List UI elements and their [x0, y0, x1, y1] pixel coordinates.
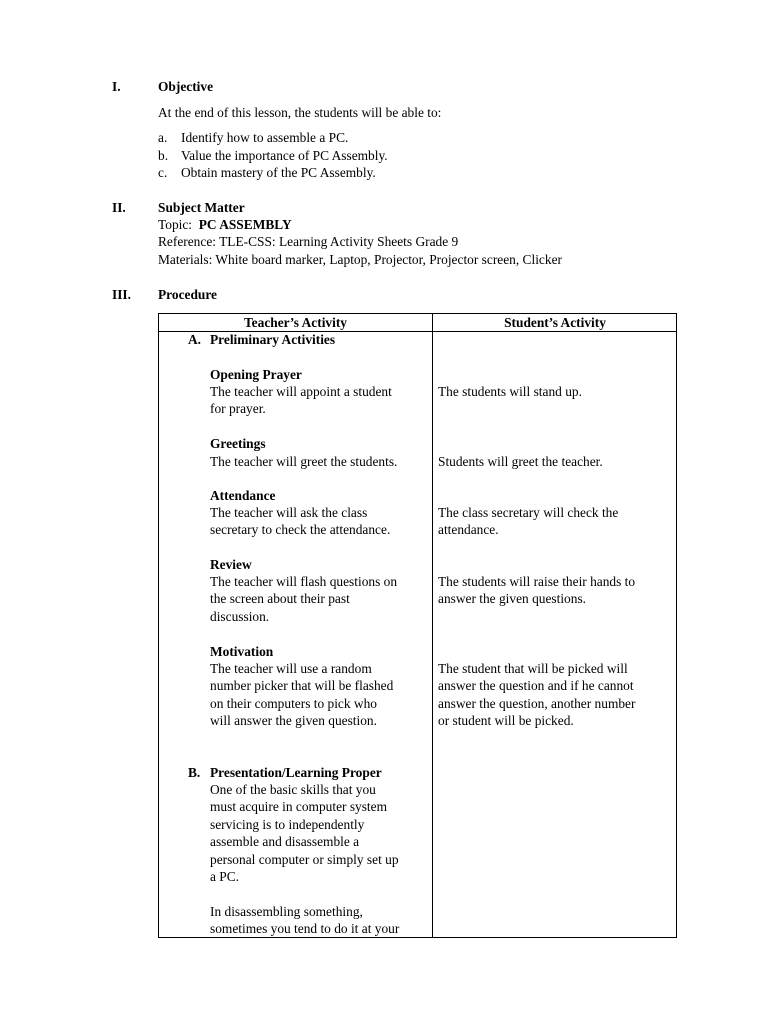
- procedure-heading: Procedure: [158, 287, 218, 302]
- teacher-activity-header: Teacher’s Activity: [243, 315, 347, 330]
- objective-item-letter: a.: [158, 130, 168, 145]
- section-b-title: Presentation/Learning Proper: [210, 765, 382, 780]
- topic-line: [158, 216, 292, 233]
- opening-prayer-student: The students will stand up.: [438, 384, 582, 399]
- section-a-letter: A.: [188, 332, 202, 347]
- objective-item-text: Obtain mastery of the PC Assembly.: [181, 165, 376, 180]
- review-title: Review: [210, 557, 252, 572]
- procedure-number: III.: [112, 287, 131, 302]
- column-divider: [432, 314, 433, 937]
- greetings-student: Students will greet the teacher.: [438, 454, 603, 469]
- objective-intro: At the end of this lesson, the students will be able to:: [158, 105, 442, 120]
- objective-heading: Objective: [158, 79, 214, 94]
- topic-label: Topic:: [158, 217, 193, 232]
- objective-number: I.: [112, 79, 121, 94]
- review-teacher: The teacher will flash questions on the screen about their past discussion.: [210, 574, 398, 624]
- motivation-teacher: The teacher will use a random number picker that will be flashed on their computers to pick who will answer the given question.: [210, 661, 394, 729]
- opening-prayer-title: Opening Prayer: [210, 367, 302, 382]
- greetings-teacher: The teacher will greet the students.: [210, 454, 398, 469]
- greetings-title: Greetings: [210, 436, 266, 451]
- materials-line: Materials: White board marker, Laptop, Projector, Projector screen, Clicker: [158, 252, 562, 267]
- objective-item-letter: c.: [158, 165, 168, 180]
- reference-line: Reference: TLE-CSS: Learning Activity Sheets Grade 9: [158, 234, 459, 249]
- attendance-student: The class secretary will check the attendance.: [438, 505, 619, 538]
- objective-item-letter: b.: [158, 148, 169, 163]
- attendance-teacher: The teacher will ask the class secretary to check the attendance.: [210, 505, 391, 538]
- topic-value: PC ASSEMBLY: [198, 217, 292, 232]
- student-activity-header: Student’s Activity: [504, 315, 606, 330]
- section-b-letter: B.: [188, 765, 201, 780]
- objective-item-text: Identify how to assemble a PC.: [181, 130, 349, 145]
- objective-item-text: Value the importance of PC Assembly.: [181, 148, 388, 163]
- motivation-student: The student that will be picked will answer the question and if he cannot answer the question, another number or student will be picked.: [438, 661, 636, 729]
- subject-heading: Subject Matter: [158, 200, 245, 215]
- review-student: The students will raise their hands to answer the given questions.: [438, 574, 636, 607]
- motivation-title: Motivation: [210, 644, 274, 659]
- attendance-title: Attendance: [210, 488, 276, 503]
- procedure-table: [158, 313, 677, 938]
- subject-number: II.: [112, 200, 126, 215]
- presentation-paragraph-1: One of the basic skills that you must acquire in computer system servicing is to independently assemble and disassemble a personal computer or simply set up a PC.: [210, 782, 399, 885]
- opening-prayer-teacher: The teacher will appoint a student for prayer.: [210, 384, 392, 417]
- presentation-paragraph-2: In disassembling something, sometimes you tend to do it at your: [210, 904, 400, 937]
- section-a-title: Preliminary Activities: [210, 332, 336, 347]
